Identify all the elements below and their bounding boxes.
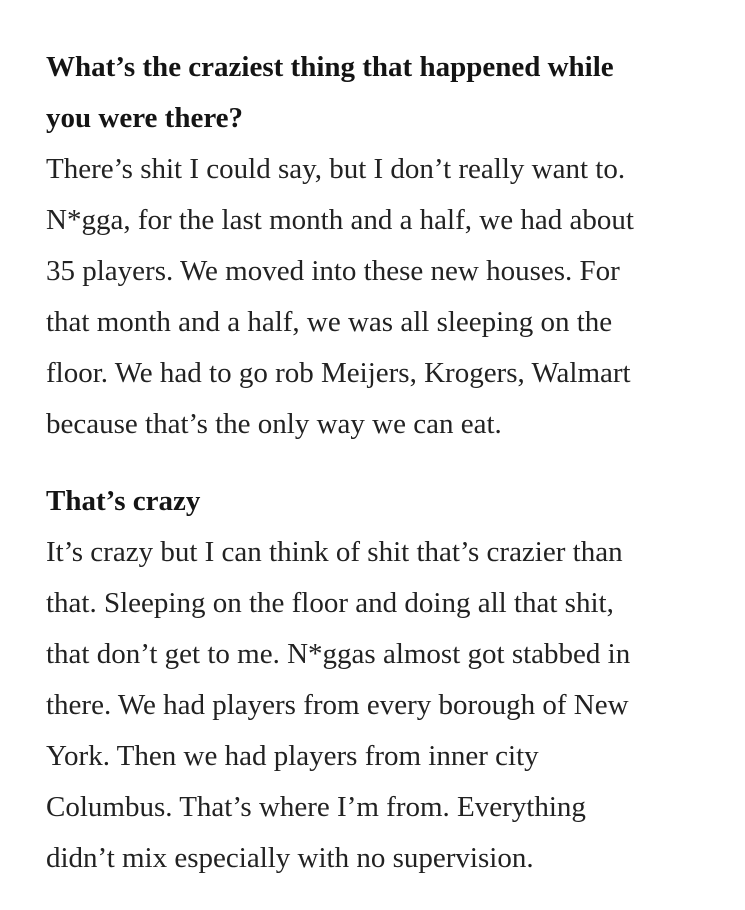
answer-line: that month and a half, we was all sleeping on the xyxy=(46,306,613,338)
answer-line: There’s shit I could say, but I don’t really want to. xyxy=(46,153,626,185)
interview-answer xyxy=(46,144,706,450)
question-line: you were there? xyxy=(46,102,244,134)
interview-question xyxy=(46,476,706,527)
answer-line: 35 players. We moved into these new houses. For xyxy=(46,255,620,287)
answer-line: because that’s the only way we can eat. xyxy=(46,408,502,440)
answer-line: N*gga, for the last month and a half, we had about xyxy=(46,204,634,236)
answer-line: York. Then we had players from inner city xyxy=(46,740,539,772)
question-line: That’s crazy xyxy=(46,485,201,517)
answer-line: Columbus. That’s where I’m from. Everything xyxy=(46,791,586,823)
answer-line: floor. We had to go rob Meijers, Krogers, Walmart xyxy=(46,357,631,389)
answer-line: It’s crazy but I can think of shit that’s crazier than xyxy=(46,536,623,568)
interview-question xyxy=(46,42,706,144)
answer-line: that. Sleeping on the floor and doing all that shit, xyxy=(46,587,614,619)
answer-line: didn’t mix especially with no supervision. xyxy=(46,842,534,874)
question-line: What’s the craziest thing that happened while xyxy=(46,51,614,83)
answer-line: that don’t get to me. N*ggas almost got stabbed in xyxy=(46,638,631,670)
article-body xyxy=(46,42,706,910)
interview-answer xyxy=(46,527,706,884)
answer-line: there. We had players from every borough of New xyxy=(46,689,629,721)
